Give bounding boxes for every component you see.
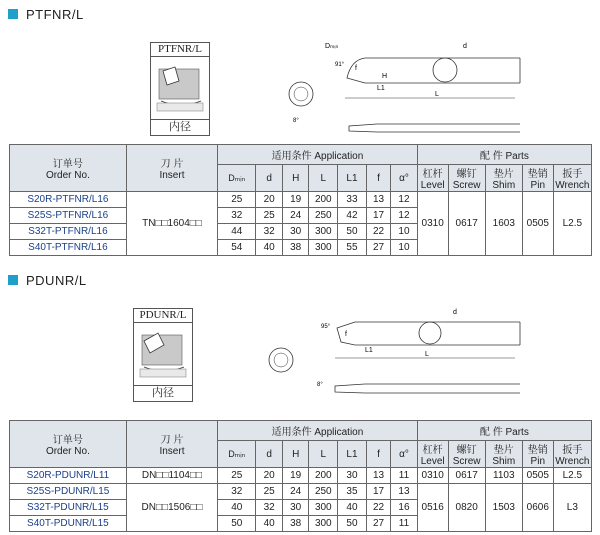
order-no: S32T-PTFNR/L16 — [10, 224, 127, 240]
angle-label-8: 8° — [293, 118, 299, 124]
col-screw — [448, 165, 485, 192]
col-dmin: Dₘᵢₙ — [218, 441, 256, 468]
col-level-cn: 杠杆 — [422, 445, 443, 456]
cell-f: 17 — [366, 208, 390, 224]
dim-label-l: L — [425, 351, 429, 358]
col-h: H — [282, 441, 309, 468]
col-shim-cn: 垫片 — [493, 445, 514, 456]
col-l1: L1 — [338, 165, 367, 192]
col-shim-en: Shim — [492, 180, 516, 191]
cell-l: 300 — [309, 240, 338, 256]
header-order — [10, 421, 127, 468]
order-no: S20R-PDUNR/L11 — [10, 468, 127, 484]
cell-dmin: 32 — [218, 484, 256, 500]
order-no: S40T-PTFNR/L16 — [10, 240, 127, 256]
cell-alpha: 16 — [391, 500, 418, 516]
col-l: L — [309, 441, 338, 468]
header-order-cn: 订单号 — [52, 159, 83, 170]
col-f: f — [366, 165, 390, 192]
section-title-text: PDUNR/L — [26, 272, 87, 288]
cell-l: 200 — [309, 192, 338, 208]
dim-label-l1: L1 — [365, 347, 373, 354]
order-no: S40T-PDUNR/L15 — [10, 516, 127, 532]
col-l1: L1 — [338, 441, 367, 468]
cell-d: 40 — [256, 516, 283, 532]
order-no: S20R-PTFNR/L16 — [10, 192, 127, 208]
cell-alpha: 10 — [391, 240, 418, 256]
cell-f: 13 — [366, 468, 390, 484]
part-screw: 0617 — [448, 192, 485, 256]
col-pin-cn: 垫销 — [527, 445, 548, 456]
col-level-en: Level — [420, 456, 445, 467]
col-wrench-en: Wrench — [555, 456, 590, 467]
cell-d: 20 — [256, 192, 283, 208]
cell-f: 13 — [366, 192, 390, 208]
cell-f: 27 — [366, 240, 390, 256]
cell-h: 19 — [282, 192, 309, 208]
cell-h: 38 — [282, 516, 309, 532]
cell-l: 250 — [309, 484, 338, 500]
cell-d: 32 — [256, 500, 283, 516]
part-wrench: L2.5 — [553, 468, 591, 484]
col-shim-en: Shim — [492, 456, 516, 467]
insert-code: DN□□1104□□ — [126, 468, 217, 484]
cell-h: 30 — [282, 500, 309, 516]
header-insert — [126, 145, 217, 192]
cell-alpha: 11 — [391, 468, 418, 484]
header-insert-en: Insert — [159, 170, 185, 181]
header-parts: 配 件 Parts — [417, 421, 591, 441]
cell-l1: 40 — [338, 500, 367, 516]
cell-h: 24 — [282, 484, 309, 500]
insert-box-label: PDUNR/L — [134, 309, 192, 323]
order-no: S25S-PDUNR/L15 — [10, 484, 127, 500]
cell-l: 300 — [309, 224, 338, 240]
cell-dmin: 25 — [218, 468, 256, 484]
cell-l: 300 — [309, 500, 338, 516]
table-row — [10, 484, 592, 500]
header-insert-cn: 刀 片 — [160, 159, 184, 170]
cell-dmin: 25 — [218, 192, 256, 208]
part-screw: 0617 — [448, 468, 485, 484]
dim-label-f: f — [345, 331, 347, 338]
part-level: 0516 — [417, 484, 448, 532]
insert-illustration — [151, 57, 209, 119]
cell-dmin: 32 — [218, 208, 256, 224]
header-order-en: Order No. — [45, 170, 90, 181]
cell-l: 300 — [309, 516, 338, 532]
cell-l1: 42 — [338, 208, 367, 224]
col-h: H — [282, 165, 309, 192]
insert-box-label: PTFNR/L — [151, 43, 209, 57]
header-insert-cn: 刀 片 — [160, 435, 184, 446]
part-wrench: L2.5 — [553, 192, 591, 256]
col-d: d — [256, 165, 283, 192]
cell-h: 24 — [282, 208, 309, 224]
dim-label-d: d — [453, 309, 457, 316]
dim-label-l: L — [435, 91, 439, 98]
col-level — [417, 441, 448, 468]
col-wrench — [553, 441, 591, 468]
col-d: d — [256, 441, 283, 468]
cell-d: 25 — [256, 208, 283, 224]
cell-alpha: 11 — [391, 516, 418, 532]
spec-table-pdunr — [9, 420, 592, 532]
cell-l1: 55 — [338, 240, 367, 256]
dim-label-l1: L1 — [377, 85, 385, 92]
table-row — [10, 192, 592, 208]
spec-table-ptfnr — [9, 144, 592, 256]
cell-d: 32 — [256, 224, 283, 240]
header-parts: 配 件 Parts — [417, 145, 591, 165]
cell-l: 200 — [309, 468, 338, 484]
cell-l1: 30 — [338, 468, 367, 484]
header-insert — [126, 421, 217, 468]
part-shim: 1103 — [485, 468, 522, 484]
cell-alpha: 10 — [391, 224, 418, 240]
part-screw: 0820 — [448, 484, 485, 532]
cell-l1: 50 — [338, 224, 367, 240]
dim-label-f: f — [355, 65, 357, 72]
insert-code: DN□□1506□□ — [126, 484, 217, 532]
angle-label-8: 8° — [317, 382, 323, 388]
col-pin-en: Pin — [530, 456, 545, 467]
tool-drawing-pdunr — [265, 300, 535, 405]
dim-label-d: d — [463, 43, 467, 50]
col-alpha: α° — [391, 165, 418, 192]
col-level-en: Level — [420, 180, 445, 191]
col-pin — [522, 165, 553, 192]
section-title-pdunr — [8, 272, 87, 288]
col-wrench-en: Wrench — [555, 180, 590, 191]
cell-f: 17 — [366, 484, 390, 500]
cell-l1: 50 — [338, 516, 367, 532]
order-no: S25S-PTFNR/L16 — [10, 208, 127, 224]
header-order — [10, 145, 127, 192]
col-shim-cn: 垫片 — [493, 169, 514, 180]
section-marker — [8, 275, 18, 285]
col-screw-cn: 螺钉 — [456, 445, 477, 456]
cell-alpha: 13 — [391, 484, 418, 500]
col-screw — [448, 441, 485, 468]
cell-f: 27 — [366, 516, 390, 532]
dim-label-h: H — [382, 73, 388, 80]
col-screw-cn: 螺钉 — [456, 169, 477, 180]
cell-h: 30 — [282, 224, 309, 240]
cell-dmin: 44 — [218, 224, 256, 240]
table-row — [10, 468, 592, 484]
col-wrench-cn: 扳手 — [562, 169, 583, 180]
part-pin: 0505 — [522, 192, 553, 256]
col-pin-en: Pin — [530, 180, 545, 191]
cell-l: 250 — [309, 208, 338, 224]
cell-h: 19 — [282, 468, 309, 484]
col-level — [417, 165, 448, 192]
tool-drawing-ptfnr — [285, 28, 545, 143]
header-order-cn: 订单号 — [52, 435, 83, 446]
section-title-ptfnr — [8, 6, 84, 22]
insert-code: TN□□1604□□ — [126, 192, 217, 256]
col-wrench-cn: 扳手 — [562, 445, 583, 456]
cell-d: 20 — [256, 468, 283, 484]
header-application: 适用条件 Application — [218, 421, 418, 441]
part-pin: 0606 — [522, 484, 553, 532]
cell-f: 22 — [366, 500, 390, 516]
order-no: S32T-PDUNR/L15 — [10, 500, 127, 516]
angle-label: 91° — [335, 62, 345, 68]
cell-alpha: 12 — [391, 192, 418, 208]
col-pin-cn: 垫销 — [527, 169, 548, 180]
cell-d: 25 — [256, 484, 283, 500]
insert-illustration — [134, 323, 192, 385]
section-marker — [8, 9, 18, 19]
cell-h: 38 — [282, 240, 309, 256]
header-order-en: Order No. — [45, 446, 90, 457]
part-level: 0310 — [417, 192, 448, 256]
part-shim: 1603 — [485, 192, 522, 256]
col-shim — [485, 165, 522, 192]
insert-box-bottom: 内径 — [134, 385, 192, 401]
cell-d: 40 — [256, 240, 283, 256]
part-level: 0310 — [417, 468, 448, 484]
cell-dmin: 54 — [218, 240, 256, 256]
col-shim — [485, 441, 522, 468]
cell-dmin: 50 — [218, 516, 256, 532]
dim-label-dmin: Dₘᵢₙ — [325, 43, 339, 50]
col-l: L — [309, 165, 338, 192]
header-application: 适用条件 Application — [218, 145, 418, 165]
cell-l1: 33 — [338, 192, 367, 208]
col-alpha: α° — [391, 441, 418, 468]
angle-label: 95° — [321, 324, 331, 330]
part-wrench: L3 — [553, 484, 591, 532]
col-screw-en: Screw — [452, 456, 481, 467]
col-dmin: Dₘᵢₙ — [218, 165, 256, 192]
col-screw-en: Screw — [452, 180, 481, 191]
header-insert-en: Insert — [159, 446, 185, 457]
section-title-text: PTFNR/L — [26, 6, 84, 22]
insert-box-ptfnr — [150, 42, 210, 136]
part-shim: 1503 — [485, 484, 522, 532]
col-wrench — [553, 165, 591, 192]
cell-l1: 35 — [338, 484, 367, 500]
cell-dmin: 40 — [218, 500, 256, 516]
col-f: f — [366, 441, 390, 468]
cell-f: 22 — [366, 224, 390, 240]
insert-box-bottom: 内径 — [151, 119, 209, 135]
insert-box-pdunr — [133, 308, 193, 402]
cell-alpha: 12 — [391, 208, 418, 224]
col-pin — [522, 441, 553, 468]
part-pin: 0505 — [522, 468, 553, 484]
col-level-cn: 杠杆 — [422, 169, 443, 180]
